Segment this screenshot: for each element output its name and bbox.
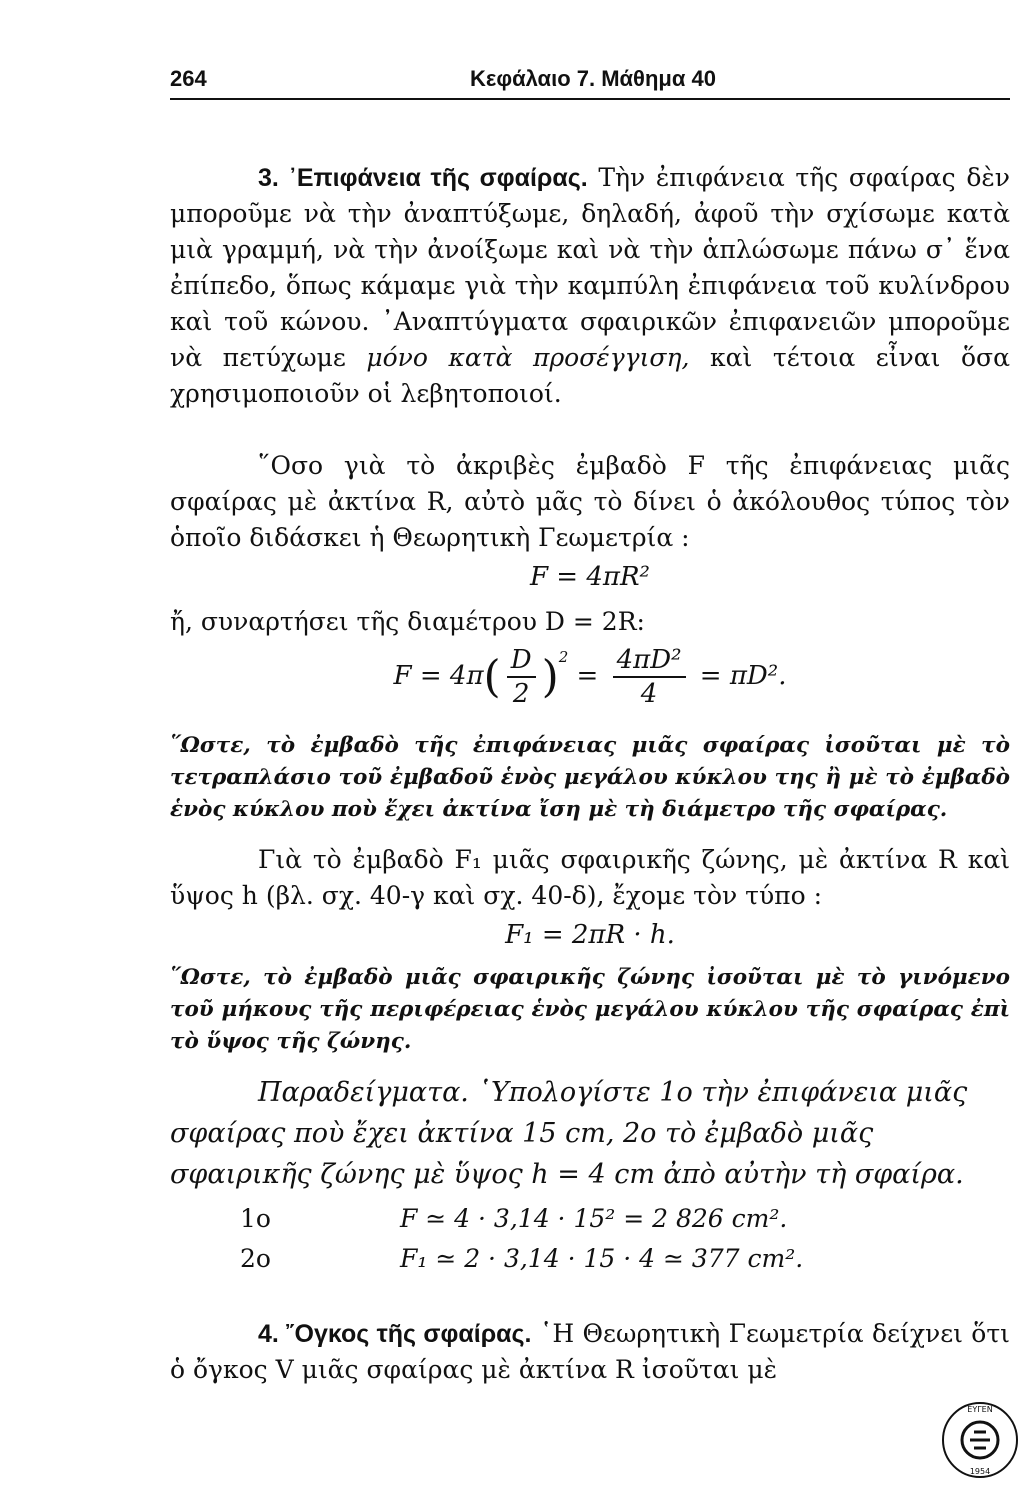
chapter-title: Κεφάλαιο 7. Μάθημα 40 (470, 66, 716, 91)
theorem-sphere: ῞Ωστε, τὸ ἐμβαδὸ τῆς ἐπιφάνειας μιᾶς σφαίρας ἰσοῦται μὲ τὸ τετραπλάσιο τοῦ ἐμβαδοῦ ἑνὸς μεγάλου κύκλου της ἢ μὲ τὸ ἐμβαδὸ ἑνὸς κύκλου ποὺ ἔχει ἀκτίνα ἴση μὲ τὴ διάμετρο τῆς σφαίρας. (170, 733, 1010, 822)
svg-text:1954: 1954 (969, 1467, 991, 1476)
section-heading: 3. ᾿Επιφάνεια τῆς σφαίρας. (258, 164, 588, 192)
formula-sphere-area: F = 4πR² (530, 562, 650, 592)
formula-zone: F₁ = 2πR · h. (505, 920, 675, 950)
section-4: 4. ῎Ογκος τῆς σφαίρας. ῾Η Θεωρητικὴ Γεωμετρία δείχνει ὅτι ὁ ὄγκος V μιᾶς σφαίρας μὲ ἀκτίνα R ἰσοῦται μὲ (170, 1319, 1010, 1384)
emphasis: μόνο κατὰ προσέγγιση, (366, 343, 690, 372)
section-3-intro (170, 160, 1010, 412)
page-number: 264 (170, 66, 207, 91)
page-header (170, 62, 1010, 100)
theorem-zone: ῞Ωστε, τὸ ἐμβαδὸ μιᾶς σφαιρικῆς ζώνης ἰσοῦται μὲ τὸ γινόμενο τοῦ μήκους τῆς περιφέρειας ἑνὸς μεγάλου κύκλου τῆς σφαίρας ἐπὶ τὸ ὕψος τῆς ζώνης. (170, 965, 1010, 1054)
paragraph-area: ῞Οσο γιὰ τὸ ἀκριβὲς ἐμβαδὸ F τῆς ἐπιφάνειας μιᾶς σφαίρας μὲ ἀκτίνα R, αὐτὸ μᾶς τὸ δίνει ὁ ἀκόλουθος τύπος τὸν ὁποῖο διδάσκει ἡ Θεωρητικὴ Γεωμετρία : (170, 451, 1010, 552)
example-1: 1ο F ≃ 4 · 3,14 · 15² = 2 826 cm². (240, 1204, 788, 1233)
formula-diameter: F = 4π( $\frac{D}{2}$ )$^2$ = $\frac{\text{4πD²}}{4}$ = πD². (393, 645, 787, 709)
examples: Παραδείγματα. ῾Υπολογίστε 1ο τὴν ἐπιφάνεια μιᾶς σφαίρας ποὺ ἔχει ἀκτίνα 15 cm, 2ο τὸ ἐμβαδὸ μιᾶς σφαιρικῆς ζώνης μὲ ὕψος h = 4 cm ἀπὸ αὐτὴν τὴ σφαίρα. (170, 1077, 968, 1190)
paragraph-diameter: ἤ, συναρτήσει τῆς διαμέτρου D = 2R: (170, 607, 645, 636)
example-2: 2ο F₁ ≃ 2 · 3,14 · 15 · 4 ≃ 377 cm². (240, 1244, 804, 1273)
section-heading: 4. ῎Ογκος τῆς σφαίρας. (258, 1320, 532, 1348)
foundation-stamp-icon (940, 1400, 1020, 1480)
paragraph: 3. ᾿Επιφάνεια τῆς σφαίρας. Τὴν ἐπιφάνεια τῆς σφαίρας δὲν μποροῦμε νὰ τὴν ἀναπτύξωμε, δηλαδή, ἀφοῦ τὴν σχίσωμε κατὰ μιὰ γραμμή, νὰ τὴν ἀνοίξωμε καὶ νὰ τὴν ἁπλώσωμε πάνω σ᾿ ἕνα ἐπίπεδο, ὅπως κάμαμε γιὰ τὴν καμπύλη ἐπιφάνεια τοῦ κυλίνδρου καὶ τοῦ κώνου. ᾿Αναπτύγματα σφαιρικῶν ἐπιφανειῶν μποροῦμε νὰ πετύχωμε μόνο κατὰ προσέγγιση, καὶ τέτοια εἶναι ὅσα χρησιμοποιοῦν οἱ λεβητοποιοί. (170, 163, 1010, 408)
svg-text:ΕΥΓΕΝ: ΕΥΓΕΝ (967, 1405, 993, 1414)
paragraph-zone: Γιὰ τὸ ἐμβαδὸ F₁ μιᾶς σφαιρικῆς ζώνης, μὲ ἀκτίνα R καὶ ὕψος h (βλ. σχ. 40-γ καὶ σχ. 40-δ), ἔχομε τὸν τύπο : (170, 845, 1010, 910)
